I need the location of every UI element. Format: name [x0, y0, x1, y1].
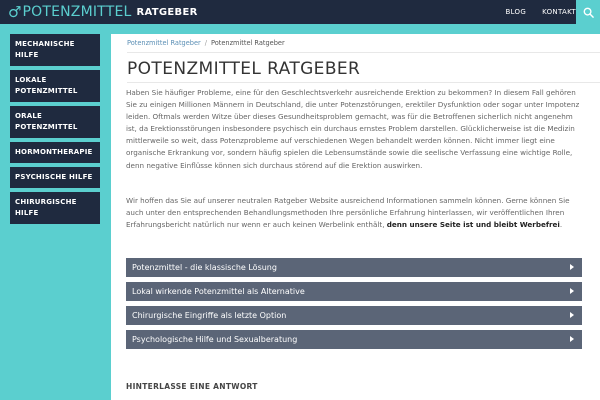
accordion-item[interactable]	[126, 306, 582, 325]
caret-right-icon	[570, 288, 574, 294]
sidebar-item-label: PSYCHISCHE HILFE	[15, 173, 93, 181]
breadcrumb	[127, 39, 285, 47]
sidebar-item-label: CHIRURGISCHE HILFE	[15, 198, 77, 217]
sidebar-menu	[10, 34, 100, 228]
sidebar-item-lokale-potenzmittel[interactable]	[10, 70, 100, 102]
info-paragraph-bold: denn unsere Seite ist und bleibt Werbefrei	[386, 220, 560, 230]
logo-title: POTENZMITTEL	[22, 4, 132, 20]
search-button[interactable]	[576, 0, 600, 24]
divider	[127, 82, 600, 83]
site-header	[0, 0, 600, 24]
accordion-item-label: Psychologische Hilfe und Sexualberatung	[132, 335, 298, 344]
info-paragraph	[126, 195, 581, 231]
accordion	[126, 258, 582, 354]
male-symbol-icon: ♂	[8, 3, 22, 21]
sidebar-item-label: HORMONTHERAPIE	[15, 148, 93, 156]
breadcrumb-separator: /	[204, 39, 207, 47]
sidebar-item-label: ORALE	[15, 112, 43, 120]
nav-link-kontakt[interactable]: KONTAKT	[542, 8, 576, 16]
search-icon	[583, 7, 594, 18]
logo-subtitle: RATGEBER	[136, 6, 198, 18]
sidebar-item-label-line2: POTENZMITTEL	[15, 87, 78, 95]
breadcrumb-home-link[interactable]: Potenzmittel Ratgeber	[127, 39, 201, 47]
sidebar-item-label: LOKALE	[15, 76, 47, 84]
breadcrumb-current: Potenzmittel Ratgeber	[210, 39, 285, 47]
accordion-item-label: Lokal wirkende Potenzmittel als Alternative	[132, 287, 305, 296]
sidebar-item-chirurgische-hilfe[interactable]	[10, 192, 100, 224]
accordion-item-label: Chirurgische Eingriffe als letzte Option	[132, 311, 287, 320]
accordion-item[interactable]	[126, 330, 582, 349]
caret-right-icon	[570, 336, 574, 342]
intro-paragraph: Haben Sie häufiger Probleme, eine für den Geschlechtsverkehr ausreichende Erektion zu bekommen? In diesem Fall gehören Sie zu einigen Millionen Männern in Deutschland, die unter Potenzstörungen, erektiler Dysfunktion oder sogar unter Impotenz leiden. Oftmals werden Witze über dieses Gesundheitsproblem gemacht, was für die Betroffenen sicherlich nicht angenehm ist, da Erektionsstörungen insbesondere psychisch ein durchaus ernstes Problem darstellen. Glücklicherweise ist die Medizin mittlerweile so weit, dass Potenzprobleme auf verschiedenen Wegen behandelt werden können. Nicht immer liegt eine organische Erkrankung vor, sondern häufig spielen die Lebensumstände sowie die seelische Verfassung eine wichtige Rolle, denn negative Einflüsse können sich durchaus störend auf die Erektion auswirken.	[126, 88, 580, 170]
info-paragraph-text: Wir hoffen das Sie auf unserer neutralen Ratgeber Website ausreichend Informationen sammeln können. Gerne können Sie auch unter den entsprechenden Behandlungsmethoden Ihre persönliche Erfahrung hinterlassen, wir veröffentlichen Ihren Erfahrungsbericht natürlich nur wenn er auch keinen Werbelink enthält,	[126, 196, 570, 230]
reply-heading: HINTERLASSE EINE ANTWORT	[126, 382, 258, 391]
nav-link-blog[interactable]: BLOG	[505, 8, 527, 16]
sidebar-item-label: MECHANISCHE HILFE	[15, 40, 75, 59]
info-paragraph-end: .	[559, 220, 563, 230]
page-title: POTENZMITTEL RATGEBER	[127, 59, 361, 79]
accordion-item-label: Potenzmittel - die klassische Lösung	[132, 263, 277, 272]
sidebar-item-label-line2: POTENZMITTEL	[15, 123, 78, 131]
divider	[127, 52, 600, 53]
top-navigation	[490, 0, 577, 24]
caret-right-icon	[570, 312, 574, 318]
sidebar-item-hormontherapie[interactable]	[10, 142, 100, 163]
accordion-item[interactable]	[126, 258, 582, 277]
site-logo[interactable]	[8, 0, 198, 24]
caret-right-icon	[570, 264, 574, 270]
sidebar-item-mechanische-hilfe[interactable]	[10, 34, 100, 66]
sidebar-item-orale-potenzmittel[interactable]	[10, 106, 100, 138]
accordion-item[interactable]	[126, 282, 582, 301]
main-content	[111, 34, 600, 400]
sidebar-item-psychische-hilfe[interactable]	[10, 167, 100, 188]
